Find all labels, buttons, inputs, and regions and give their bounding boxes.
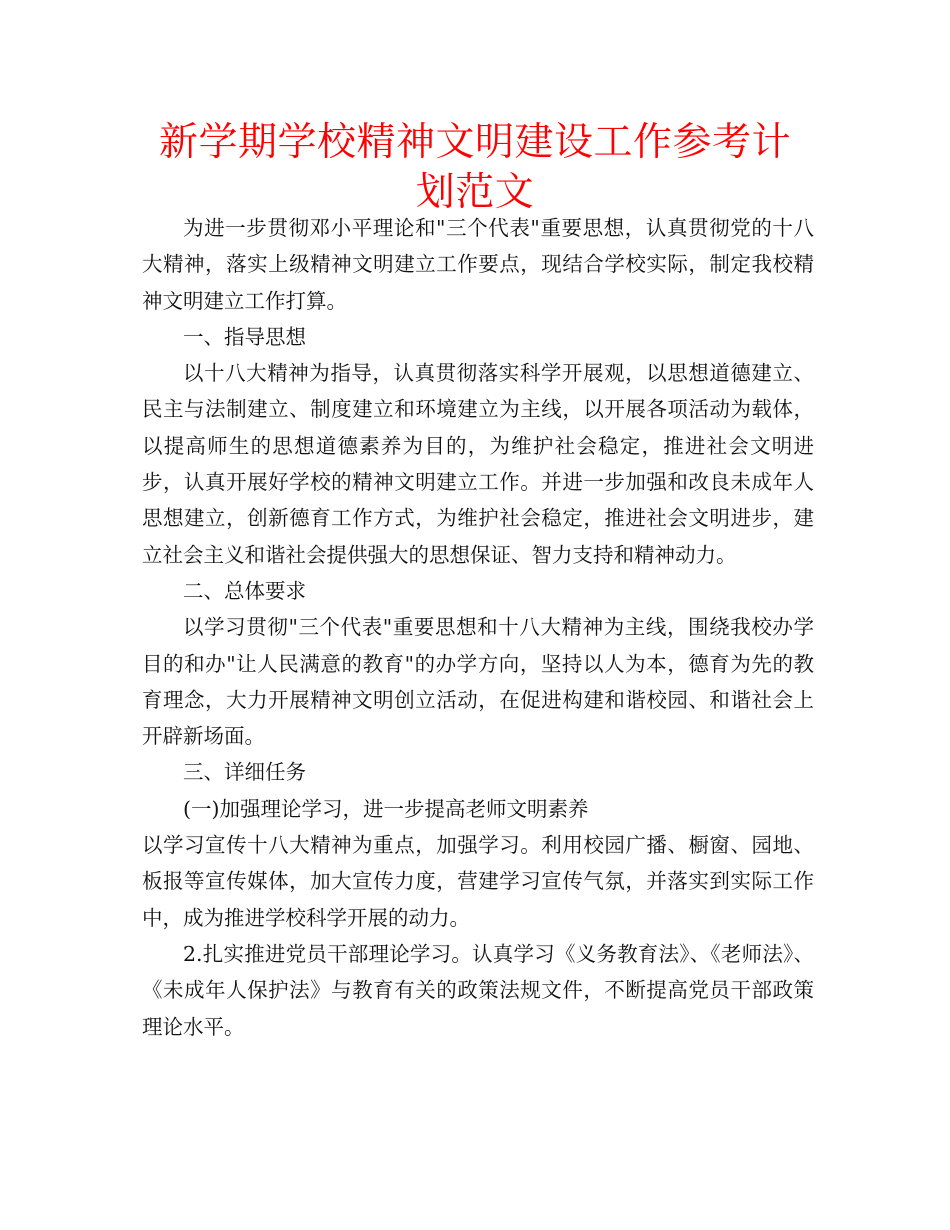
overall-requirements-paragraph: 以学习贯彻"三个代表"重要思想和十八大精神为主线，围绕我校办学目的和办"让人民满意的教育"的办学方向，坚持以人为本，德育为先的教育理念，大力开展精神文明创立活动，在促进构建和谐校园、和谐社会上开辟新场面。 — [142, 615, 814, 749]
section-heading-overall-requirements: 二、总体要求 — [183, 578, 306, 603]
guiding-ideology-paragraph: 以十八大精神为指导，认真贯彻落实科学开展观，以思想道德建立、民主与法制建立、制度建立和环境建立为主线，以开展各项活动为载体，以提高师生的思想道德素养为目的，为维护社会稳定，推进社会文明进步，认真开展好学校的精神文明建立工作。并进一步加强和改良未成年人思想建立，创新德育工作方式，为维护社会稳定，推进社会文明进步，建立社会主义和谐社会提供强大的思想保证、智力支持和精神动力。 — [142, 361, 814, 567]
document-title: 新学期学校精神文明建设工作参考计划范文 — [158, 120, 791, 215]
section-heading-guiding-ideology: 一、指导思想 — [183, 324, 306, 349]
section-heading-detailed-tasks: 三、详细任务 — [183, 760, 306, 785]
theory-study-paragraph: 以学习宣传十八大精神为重点，加强学习。利用校园广播、橱窗、园地、板报等宣传媒体，加大宣传力度，营建学习宣传气氛，并落实到实际工作中，成为推进学校科学开展的动力。 — [142, 833, 814, 930]
intro-paragraph: 为进一步贯彻邓小平理论和"三个代表"重要思想，认真贯彻党的十八大精神，落实上级精神文明建立工作要点，现结合学校实际，制定我校精神文明建立工作打算。 — [142, 216, 814, 313]
document-body — [142, 210, 814, 1045]
party-cadre-study-paragraph: 2.扎实推进党员干部理论学习。认真学习《义务教育法》、《老师法》、《未成年人保护法》与教育有关的政策法规文件，不断提高党员干部政策理论水平。 — [142, 941, 814, 1039]
subheading-theory-study: (一)加强理论学习，进一步提高老师文明素养 — [183, 796, 589, 821]
